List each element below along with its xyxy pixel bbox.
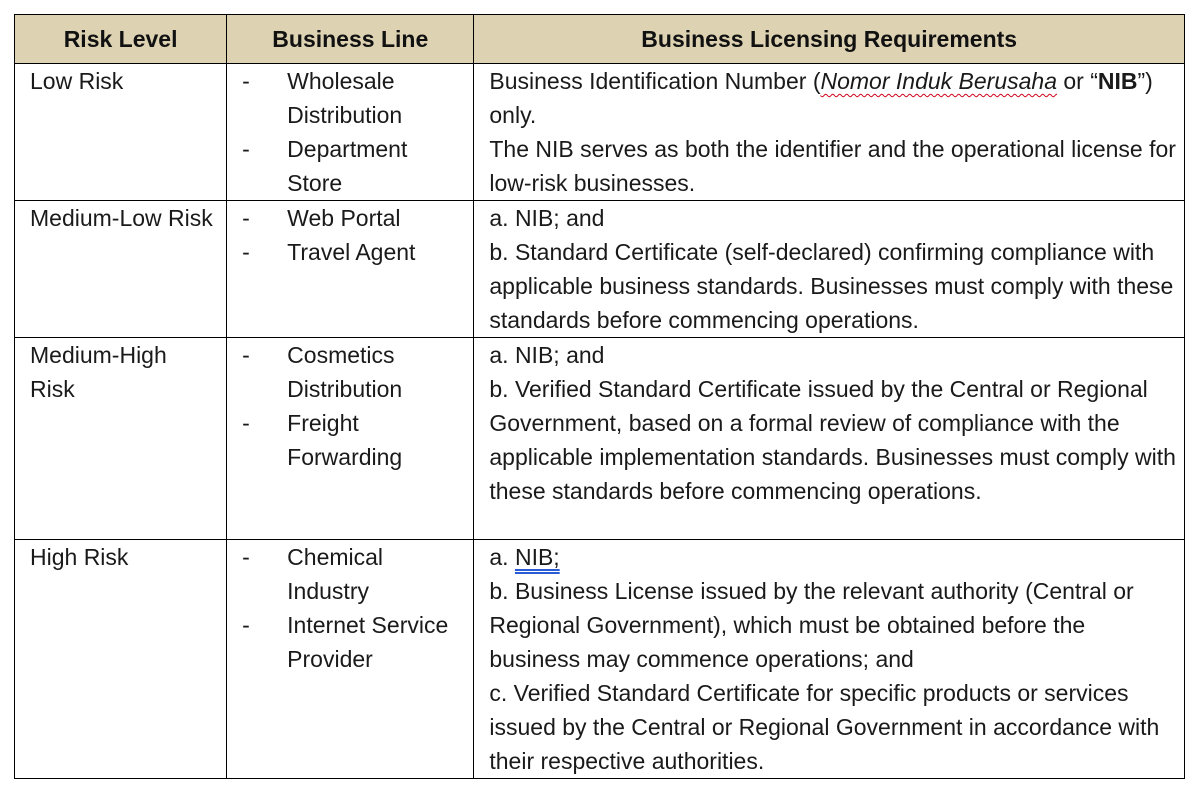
- header-business-line: Business Line: [227, 15, 474, 64]
- table-row: [15, 201, 1185, 338]
- risk-level-cell: Low Risk: [15, 64, 227, 201]
- business-line-cell: [227, 64, 474, 201]
- requirement-item: a. NIB;: [489, 544, 560, 570]
- list-item: [227, 406, 473, 474]
- requirement-item: b. Business License issued by the relevant authority (Central or Regional Government), which must be obtained before the business may commence operations; and: [489, 578, 1134, 672]
- dash-bullet: -: [242, 544, 250, 570]
- business-line-label: Cosmetics Distribution: [287, 342, 403, 402]
- business-line-label: Internet Service Provider: [287, 612, 449, 672]
- dash-bullet: -: [242, 342, 250, 368]
- requirement-item: b. Standard Certificate (self-declared) confirming compliance with applicable business standards. Businesses must comply with these standards before commencing operations.: [489, 239, 1174, 333]
- business-line-list: [227, 64, 473, 200]
- business-line-cell: [227, 338, 474, 540]
- requirement-item: a. NIB; and: [489, 342, 605, 368]
- list-item: [227, 540, 473, 608]
- business-line-label: Wholesale Distribution: [287, 68, 403, 128]
- spelling-flagged-text: Nomor Induk Berusaha: [820, 68, 1057, 94]
- business-line-label: Travel Agent: [287, 239, 416, 265]
- licensing-table: [14, 14, 1185, 779]
- risk-level-cell: Medium-Low Risk: [15, 201, 227, 338]
- dash-bullet: -: [242, 612, 250, 638]
- requirement-item: b. Verified Standard Certificate issued by the Central or Regional Government, based on a formal review of compliance with the applicable implementation standards. Businesses must comply with these standards before commencing operations.: [489, 376, 1176, 504]
- risk-level-cell: Medium-High Risk: [15, 338, 227, 540]
- business-line-label: Web Portal: [287, 205, 401, 231]
- header-risk-level: Risk Level: [15, 15, 227, 64]
- requirement-item: c. Verified Standard Certificate for specific products or services issued by the Central or Regional Government in accordance with their respective authorities.: [489, 680, 1160, 774]
- list-item: [227, 64, 473, 132]
- list-item: [227, 201, 473, 235]
- dash-bullet: -: [242, 410, 250, 436]
- business-line-list: [227, 201, 473, 269]
- business-line-label: Freight Forwarding: [287, 410, 403, 470]
- list-item: [227, 608, 473, 676]
- business-line-label: Chemical Industry: [287, 544, 384, 604]
- dash-bullet: -: [242, 136, 250, 162]
- business-line-cell: [227, 540, 474, 779]
- requirements-cell: [474, 64, 1185, 201]
- requirement-item: a. NIB; and: [489, 205, 605, 231]
- requirements-cell: [474, 338, 1185, 540]
- business-line-cell: [227, 201, 474, 338]
- table-row: [15, 540, 1185, 779]
- business-line-list: [227, 540, 473, 676]
- grammar-flagged-text: NIB;: [514, 544, 560, 570]
- business-line-label: Department Store: [287, 136, 408, 196]
- table-row: [15, 338, 1185, 540]
- requirement-paragraph: Business Identification Number (Nomor Induk Berusaha or “NIB”) only.: [489, 68, 1153, 128]
- requirement-paragraph: The NIB serves as both the identifier and the operational license for low-risk businesses.: [489, 136, 1176, 196]
- table-row: [15, 64, 1185, 201]
- risk-level-cell: High Risk: [15, 540, 227, 779]
- dash-bullet: -: [242, 68, 250, 94]
- requirements-cell: [474, 201, 1185, 338]
- list-item: [227, 132, 473, 200]
- business-line-list: [227, 338, 473, 474]
- dash-bullet: -: [242, 205, 250, 231]
- dash-bullet: -: [242, 239, 250, 265]
- list-item: [227, 338, 473, 406]
- list-item: [227, 235, 473, 269]
- header-row: [15, 15, 1185, 64]
- requirements-cell: [474, 540, 1185, 779]
- header-licensing-requirements: Business Licensing Requirements: [474, 15, 1185, 64]
- nib-bold: NIB: [1097, 68, 1138, 94]
